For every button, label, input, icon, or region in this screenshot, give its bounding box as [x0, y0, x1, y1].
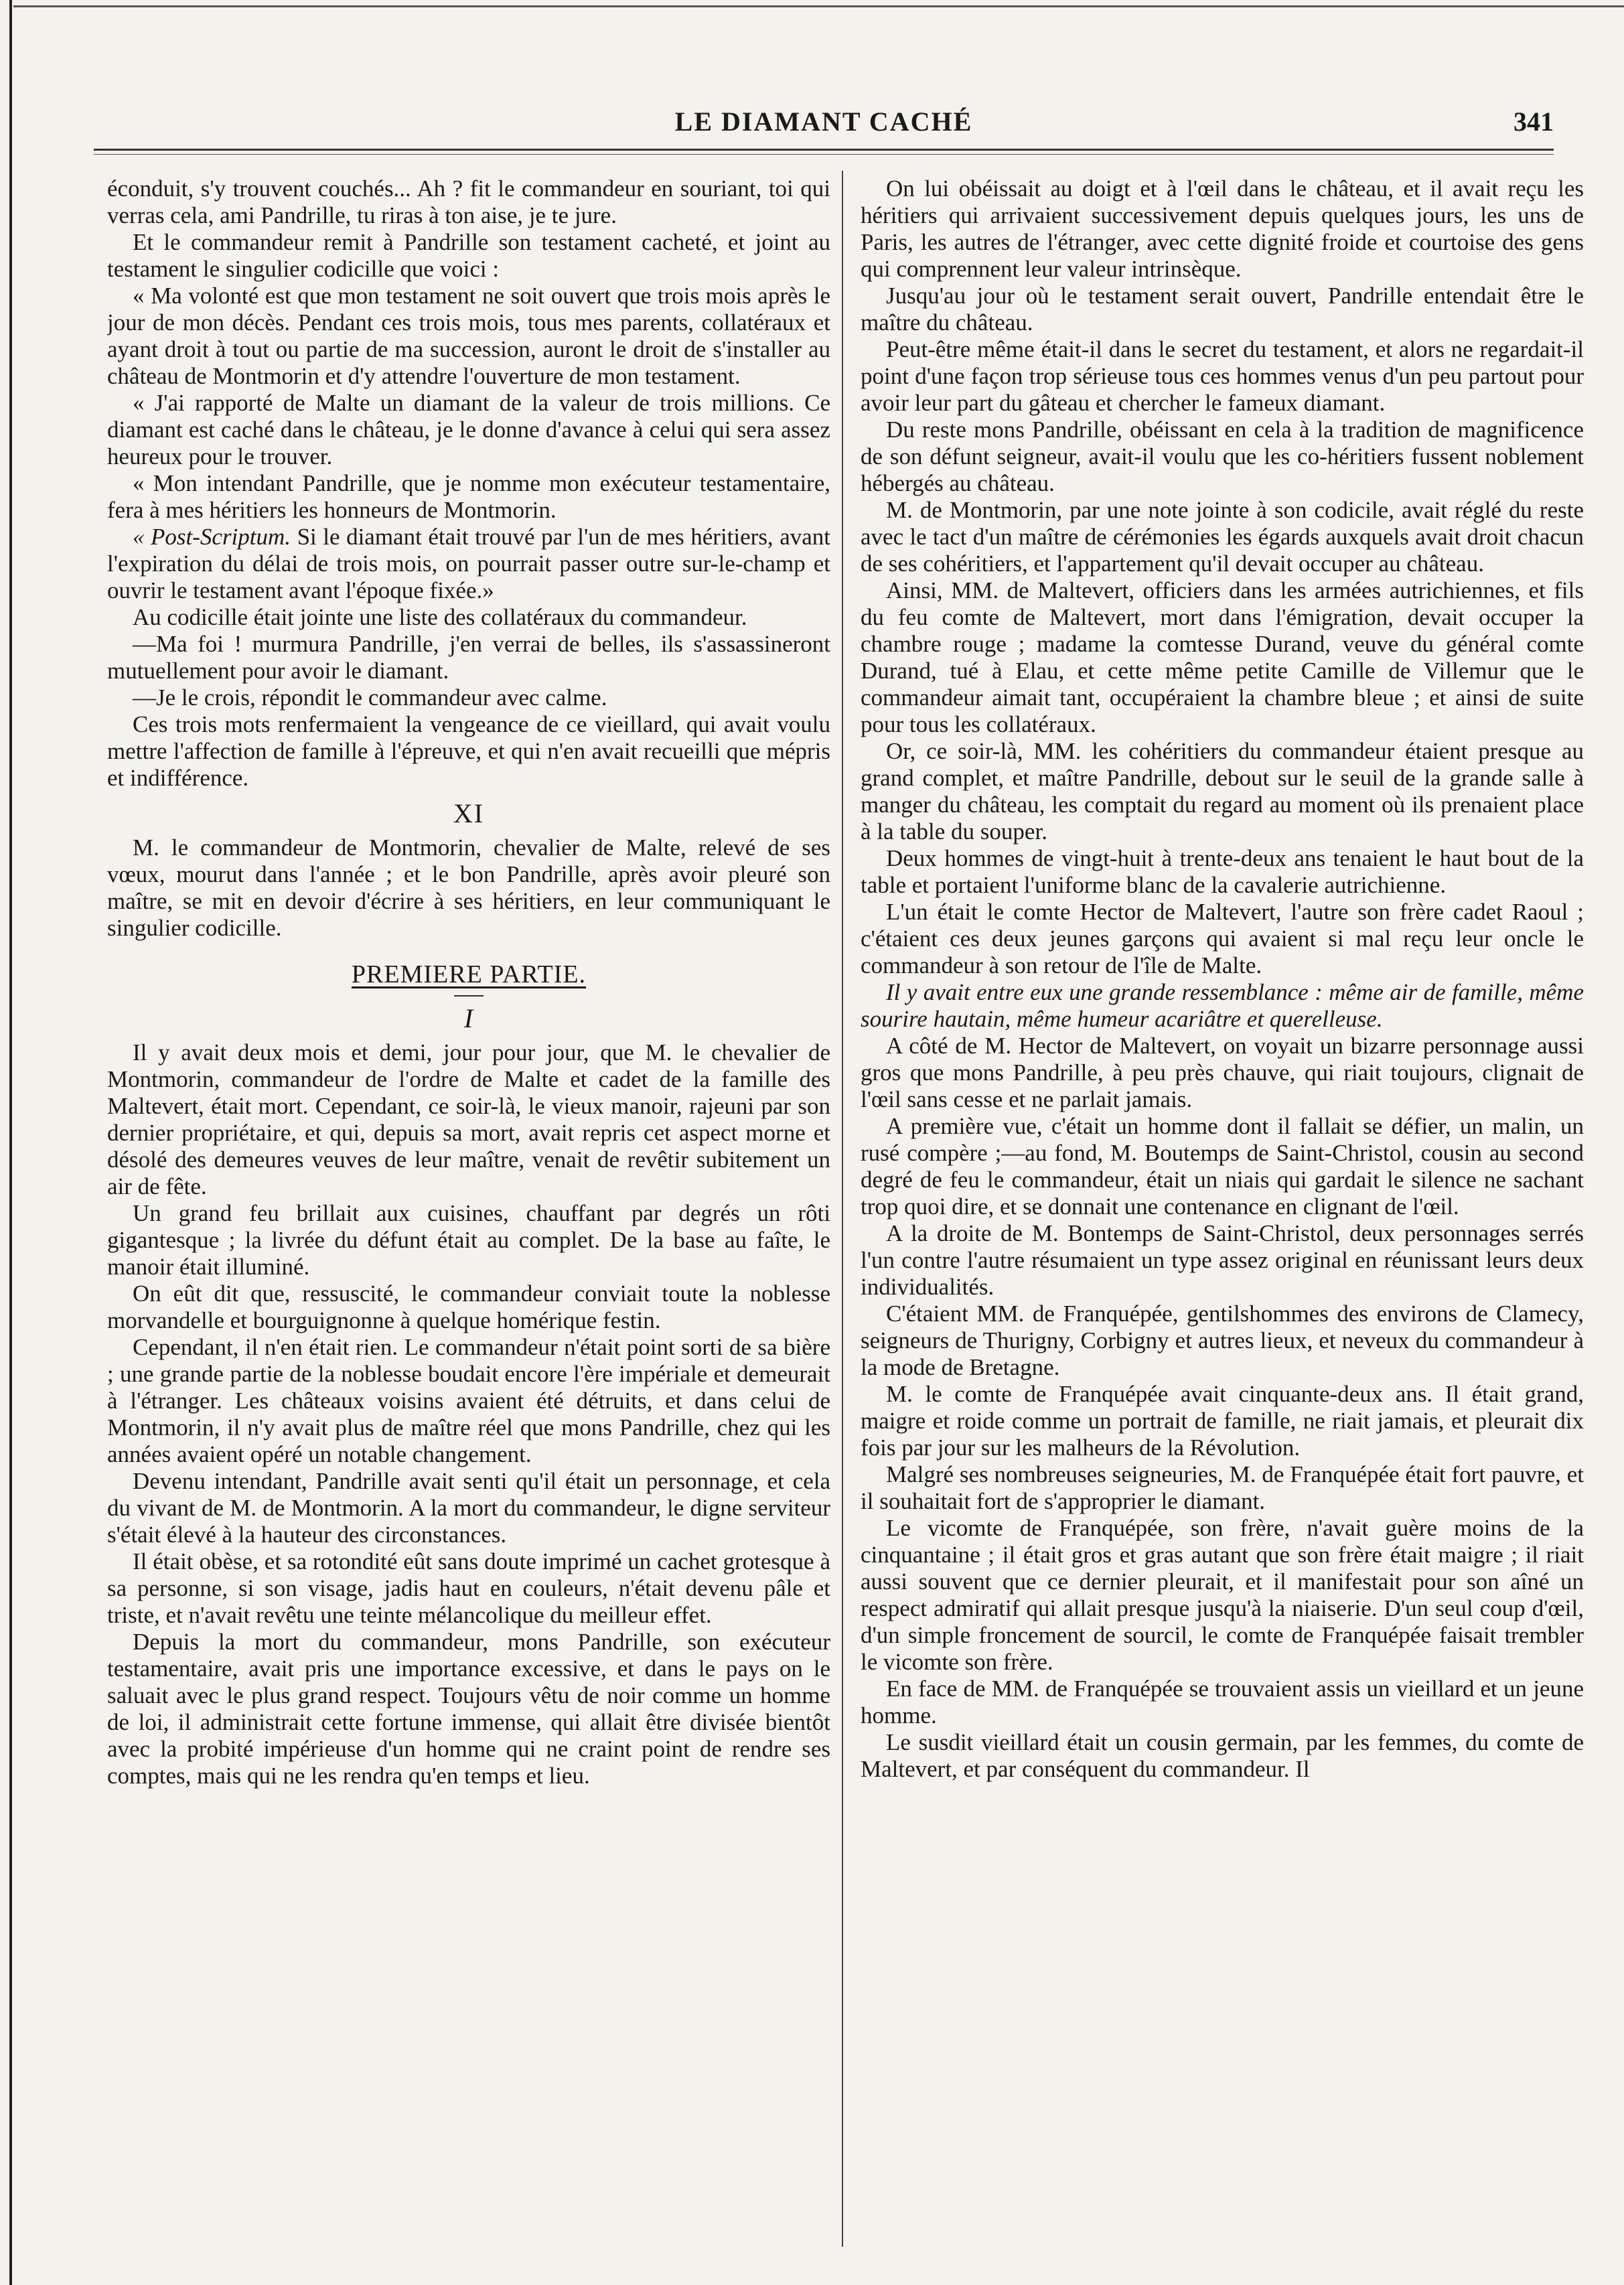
paragraph: En face de MM. de Franquépée se trouvaient assis un vieillard et un jeune homme. [861, 1676, 1584, 1728]
paragraph: Et le commandeur remit à Pandrille son testament cacheté, et joint au testament le singulier codicille que voici : [107, 229, 830, 282]
paragraph: Il y avait entre eux une grande ressemblance : même air de famille, même sourire hautain, même humeur acariâtre et querelleuse. [861, 979, 1584, 1032]
section-rule [454, 995, 484, 997]
paragraph: On eût dit que, ressuscité, le commandeur conviait toute la noblesse morvandelle et bourguignonne à quelque homérique festin. [107, 1280, 830, 1333]
paragraph: Il y avait deux mois et demi, jour pour jour, que M. le chevalier de Montmorin, commandeur de l'ordre de Malte et cadet de la famille des Maltevert, était mort. Cependant, ce soir-là, le vieux manoir, rajeuni par son dernier propriétaire, et qui, depuis sa mort, avait repris cet aspect morne et désolé des demeures veuves de leur maître, venait de revêtir subitement un air de fête. [107, 1039, 830, 1199]
postscript-label: « Post-Scriptum. [133, 524, 291, 550]
paragraph: A la droite de M. Bontemps de Saint-Christol, deux personnages serrés l'un contre l'autre résumaient un type assez original en réunissant leurs deux individualités. [861, 1220, 1584, 1300]
top-edge-rule [13, 5, 1624, 7]
paragraph [107, 524, 830, 604]
page-number: 341 [1514, 106, 1554, 137]
header-rule [94, 149, 1554, 151]
paragraph: « J'ai rapporté de Malte un diamant de la valeur de trois millions. Ce diamant est caché dans le château, je le donne d'avance à celui qui sera assez heureux pour le trouver. [107, 390, 830, 469]
paragraph: Il était obèse, et sa rotondité eût sans doute imprimé un cachet grotesque à sa personne, si son visage, jadis haut en couleurs, n'était devenu pâle et triste, et n'avait revêtu une teinte mélancolique du meilleur effet. [107, 1548, 830, 1628]
paragraph: Or, ce soir-là, MM. les cohéritiers du commandeur étaient presque au grand complet, et maître Pandrille, debout sur le seuil de la grande salle à manger du château, les comptait du regard au moment où ils prenaient place à la table du souper. [861, 738, 1584, 844]
paragraph: On lui obéissait au doigt et à l'œil dans le château, et il avait reçu les héritiers qui arrivaient successivement depuis quelques jours, les uns de Paris, les autres de l'étranger, avec cette dignité froide et courtoise des gens qui comprennent leur valeur intrinsèque. [861, 175, 1584, 282]
chapter-heading-xi: XI [453, 798, 485, 828]
paragraph: Cependant, il n'en était rien. Le commandeur n'était point sorti de sa bière ; une grande partie de la noblesse boudait encore l'ère impériale et demeurait à l'étranger. Les châteaux voisins avaient été détruits, et dans celui de Montmorin, il n'y avait plus de maître réel que mons Pandrille, chez qui les années avaient opéré un notable changement. [107, 1334, 830, 1467]
paragraph: Deux hommes de vingt-huit à trente-deux ans tenaient le haut bout de la table et portaient l'uniforme blanc de la cavalerie autrichienne. [861, 845, 1584, 898]
paragraph: Depuis la mort du commandeur, mons Pandrille, son exécuteur testamentaire, avait pris une importance excessive, et dans le pays on le saluait avec le plus grand respect. Toujours vêtu de noir comme un homme de loi, il administrait cette fortune immense, qui allait être divisée bientôt avec la probité impérieuse d'un homme qui ne craint point de rendre ses comptes, mais qui ne les rendra qu'en temps et lieu. [107, 1629, 830, 1789]
column-divider [842, 171, 843, 2247]
paragraph: Le vicomte de Franquépée, son frère, n'avait guère moins de la cinquantaine ; il était gros et gras autant que son frère était maigre ; il riait aussi souvent que ce dernier pleurait, et il manifestait pour son aîné un respect admiratif qui allait presque jusqu'à la niaiserie. D'un seul coup d'œil, d'un simple froncement de sourcil, le comte de Franquépée faisait trembler le vicomte son frère. [861, 1515, 1584, 1675]
left-margin-rule [9, 0, 12, 2285]
paragraph: L'un était le comte Hector de Maltevert, l'autre son frère cadet Raoul ; c'étaient ces deux jeunes garçons qui avaient si mal reçu leur oncle le commandeur à son retour de l'île de Malte. [861, 899, 1584, 978]
paragraph: M. de Montmorin, par une note jointe à son codicile, avait réglé du reste avec le tact d'un maître de cérémonies les égards auxquels avait droit chacun de ses cohéritiers, et l'appartement qu'il devait occuper au château. [861, 497, 1584, 577]
paragraph: M. le comte de Franquépée avait cinquante-deux ans. Il était grand, maigre et roide comme un portrait de famille, ne riait jamais, et pleurait dix fois par jour sur les malheurs de la Révolution. [861, 1381, 1584, 1461]
paragraph: Au codicille était jointe une liste des collatéraux du commandeur. [133, 604, 747, 630]
postscript-text: Si le diamant était trouvé par l'un de mes héritiers, avant l'expiration du délai de trois mois, on pourrait passer outre sur-le-champ et ouvrir le testament avant l'époque fixée.» [107, 524, 830, 603]
running-title: LE DIAMANT CACHÉ [674, 106, 973, 137]
chapter-heading-i: I [463, 1003, 474, 1033]
left-column [107, 175, 830, 2258]
paragraph: « Ma volonté est que mon testament ne soit ouvert que trois mois après le jour de mon décès. Pendant ces trois mois, tous mes parents, collatéraux et ayant droit à tout ou partie de ma succession, auront le droit de s'installer au château de Montmorin et d'y attendre l'ouverture de mon testament. [107, 283, 830, 389]
paragraph: —Ma foi ! murmura Pandrille, j'en verrai de belles, ils s'assassineront mutuellement pour avoir le diamant. [107, 631, 830, 684]
paragraph: Ainsi, MM. de Maltevert, officiers dans les armées autrichiennes, et fils du feu comte de Maltevert, mort dans l'émigration, devait occuper la chambre rouge ; madame la comtesse Durand, veuve du général comte Durand, tué à Elau, et cette même petite Camille de Villemur que le commandeur aimait tant, occupéraient la chambre bleue ; et ainsi de suite pour tous les collatéraux. [861, 577, 1584, 737]
paragraph: éconduit, s'y trouvent couchés... Ah ? fit le commandeur en souriant, toi qui verras cela, ami Pandrille, tu riras à ton aise, je te jure. [107, 175, 830, 228]
paragraph: —Je le crois, répondit le commandeur avec calme. [133, 684, 607, 711]
part-heading: PREMIERE PARTIE. [351, 960, 587, 988]
paragraph: Devenu intendant, Pandrille avait senti qu'il était un personnage, et cela du vivant de M. de Montmorin. A la mort du commandeur, le digne serviteur s'était élevé à la hauteur des circonstances. [107, 1468, 830, 1548]
paragraph: A côté de M. Hector de Maltevert, on voyait un bizarre personnage aussi gros que mons Pandrille, à peu près chauve, qui riait toujours, clignait de l'œil sans cesse et ne parlait jamais. [861, 1033, 1584, 1112]
paragraph: Jusqu'au jour où le testament serait ouvert, Pandrille entendait être le maître du château. [861, 283, 1584, 336]
paragraph: Malgré ses nombreuses seigneuries, M. de Franquépée était fort pauvre, et il souhaitait fort de s'approprier le diamant. [861, 1461, 1584, 1514]
paragraph: « Mon intendant Pandrille, que je nomme mon exécuteur testamentaire, fera à mes héritiers les honneurs de Montmorin. [107, 470, 830, 523]
header-rule-thin [94, 154, 1554, 155]
paragraph: C'étaient MM. de Franquépée, gentilshommes des environs de Clamecy, seigneurs de Thurigny, Corbigny et autres lieux, et neveux du commandeur à la mode de Bretagne. [861, 1301, 1584, 1380]
page-header [94, 106, 1554, 143]
paragraph: A première vue, c'était un homme dont il fallait se défier, un malin, un rusé compère ;—au fond, M. Boutemps de Saint-Christol, cousin au second degré de feu le commandeur, était un niais qui gardait le silence ne sachant trop quoi dire, et se donnait une contenance en clignant de l'œil. [861, 1113, 1584, 1220]
paragraph: Du reste mons Pandrille, obéissant en cela à la tradition de magnificence de son défunt seigneur, avait-il voulu que les co-héritiers fussent noblement hébergés au château. [861, 417, 1584, 496]
paragraph: M. le commandeur de Montmorin, chevalier de Malte, relevé de ses vœux, mourut dans l'année ; et le bon Pandrille, après avoir pleuré son maître, se mit en devoir d'écrire à ses héritiers, en leur communiquant le singulier codicille. [107, 834, 830, 941]
right-column [861, 175, 1584, 2258]
paragraph: Le susdit vieillard était un cousin germain, par les femmes, du comte de Maltevert, et par conséquent du commandeur. Il [861, 1729, 1584, 1782]
paragraph: Peut-être même était-il dans le secret du testament, et alors ne regardait-il point d'une façon trop sérieuse tous ces hommes venus d'un peu partout pour avoir leur part du gâteau et chercher le fameux diamant. [861, 336, 1584, 416]
paragraph: Un grand feu brillait aux cuisines, chauffant par degrés un rôti gigantesque ; la livrée du défunt était au complet. De la base au faîte, le manoir était illuminé. [107, 1200, 830, 1280]
paragraph: Ces trois mots renfermaient la vengeance de ce vieillard, qui avait voulu mettre l'affection de famille à l'épreuve, et qui n'en avait recueilli que mépris et indifférence. [107, 711, 830, 791]
